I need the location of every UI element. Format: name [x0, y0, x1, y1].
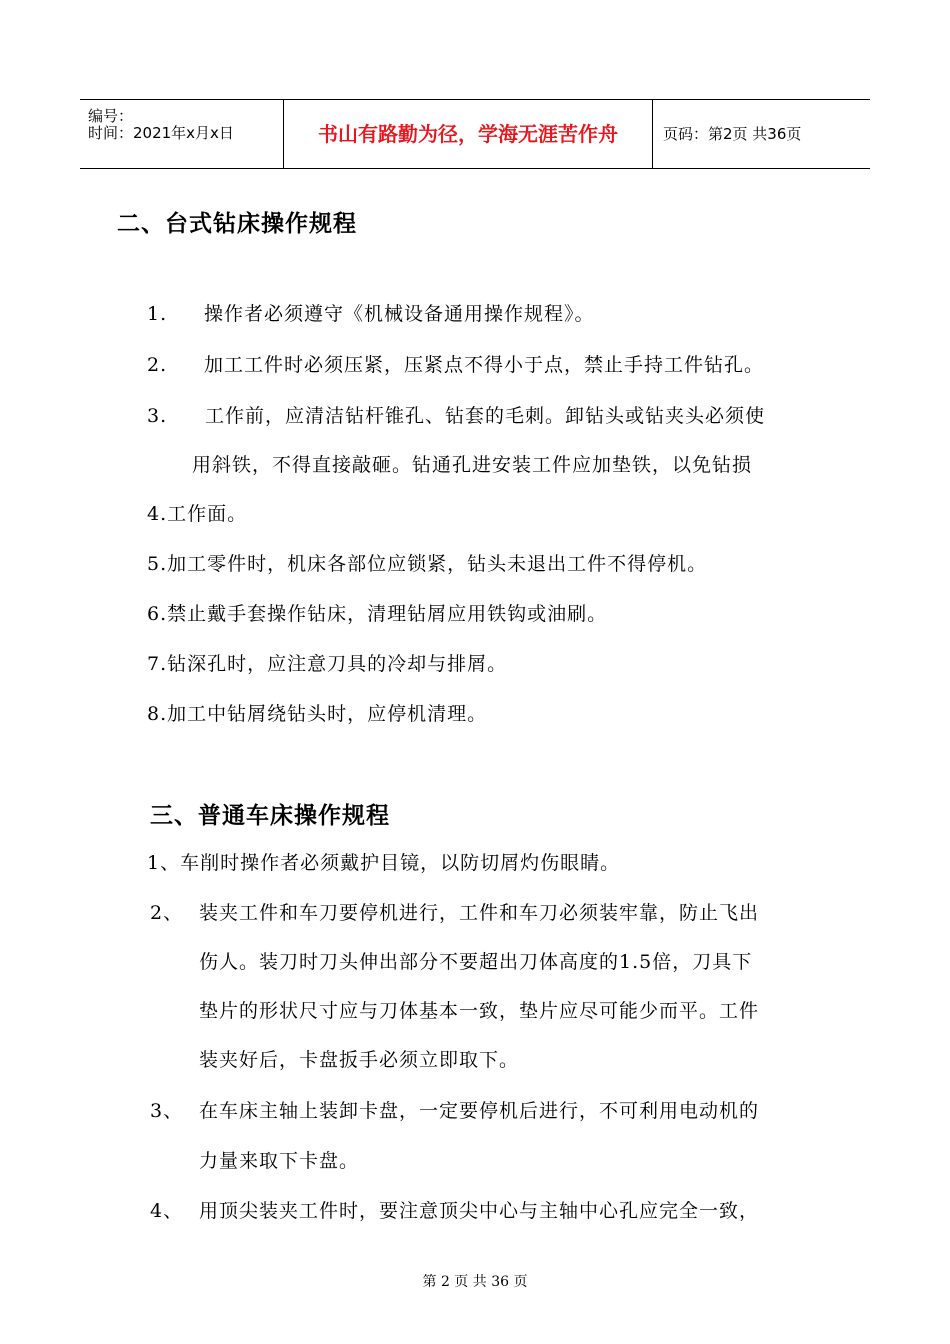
list-item-continuation	[199, 1146, 359, 1173]
list-item-continuation	[199, 947, 752, 974]
list-item	[147, 350, 764, 377]
list-item-text: 伤人。装刀时刀头伸出部分不要超出刀体高度的1.5倍，刀具下	[199, 951, 753, 973]
list-item-text: 垫片的形状尺寸应与刀体基本一致，垫片应尽可能少而平。工件	[199, 1000, 760, 1022]
list-item-text: 4.工作面。	[147, 503, 248, 525]
list-item	[147, 699, 487, 726]
list-item-continuation	[199, 996, 759, 1023]
header-code-label: 编号：	[88, 107, 134, 125]
list-item-number: 4、	[150, 1200, 184, 1222]
list-item-number: 1.	[147, 303, 168, 325]
header-motto: 书山有路勤为径，学海无涯苦作舟	[284, 100, 653, 168]
list-item-text: 力量来取下卡盘。	[199, 1150, 360, 1172]
list-item-number: 2、	[150, 902, 184, 924]
header-info-cell	[80, 100, 284, 168]
list-item	[150, 1096, 759, 1123]
list-item-text: 工作前，应清洁钻杆锥孔、钻套的毛刺。卸钻头或钻夹头必须使	[205, 405, 766, 427]
list-item	[150, 1196, 759, 1223]
list-item-text: 操作者必须遵守《机械设备通用操作规程》。	[204, 303, 595, 325]
list-item-text: 1、车削时操作者必须戴护目镜，以防切屑灼伤眼睛。	[147, 852, 621, 874]
list-item-number: 3.	[147, 405, 168, 427]
section-title-lathe: 三、普通车床操作规程	[150, 803, 390, 829]
list-item	[147, 549, 707, 576]
list-item-number: 2.	[147, 354, 168, 376]
header-date-label: 时间：2021年x月x日	[88, 124, 234, 142]
list-item-number: 3、	[150, 1100, 184, 1122]
list-item-continuation	[192, 450, 752, 477]
list-item	[147, 299, 595, 326]
list-item	[147, 499, 247, 526]
list-item-text: 装夹工件和车刀要停机进行，工件和车刀必须装牢靠，防止飞出	[199, 902, 760, 924]
list-item-continuation	[199, 1045, 519, 1072]
list-item	[147, 848, 620, 875]
list-item	[147, 649, 507, 676]
list-item-text: 装夹好后，卡盘扳手必须立即取下。	[199, 1049, 520, 1071]
list-item-text: 7.钻深孔时，应注意刀具的冷却与排屑。	[147, 653, 508, 675]
list-item-text: 6.禁止戴手套操作钻床，清理钻屑应用铁钩或油刷。	[147, 603, 608, 625]
list-item-text: 8.加工中钻屑绕钻头时，应停机清理。	[147, 703, 488, 725]
header-page-label: 页码：第2页 共36页	[663, 125, 802, 143]
list-item	[150, 898, 759, 925]
page-header-table	[80, 99, 870, 169]
list-item-text: 5.加工零件时，机床各部位应锁紧，钻头未退出工件不得停机。	[147, 553, 708, 575]
list-item	[147, 401, 765, 428]
list-item-text: 用顶尖装夹工件时，要注意顶尖中心与主轴中心孔应完全一致，	[199, 1200, 760, 1222]
list-item-text: 用斜铁，不得直接敲砸。钻通孔进安装工件应加垫铁，以免钻损	[192, 454, 753, 476]
list-item	[147, 599, 607, 626]
list-item-text: 加工工件时必须压紧，压紧点不得小于点，禁止手持工件钻孔。	[204, 354, 765, 376]
list-item-text: 在车床主轴上装卸卡盘，一定要停机后进行，不可利用电动机的	[199, 1100, 760, 1122]
section-title-drill-press: 二、台式钻床操作规程	[117, 211, 357, 237]
page-footer: 第 2 页 共 36 页	[422, 1274, 528, 1290]
